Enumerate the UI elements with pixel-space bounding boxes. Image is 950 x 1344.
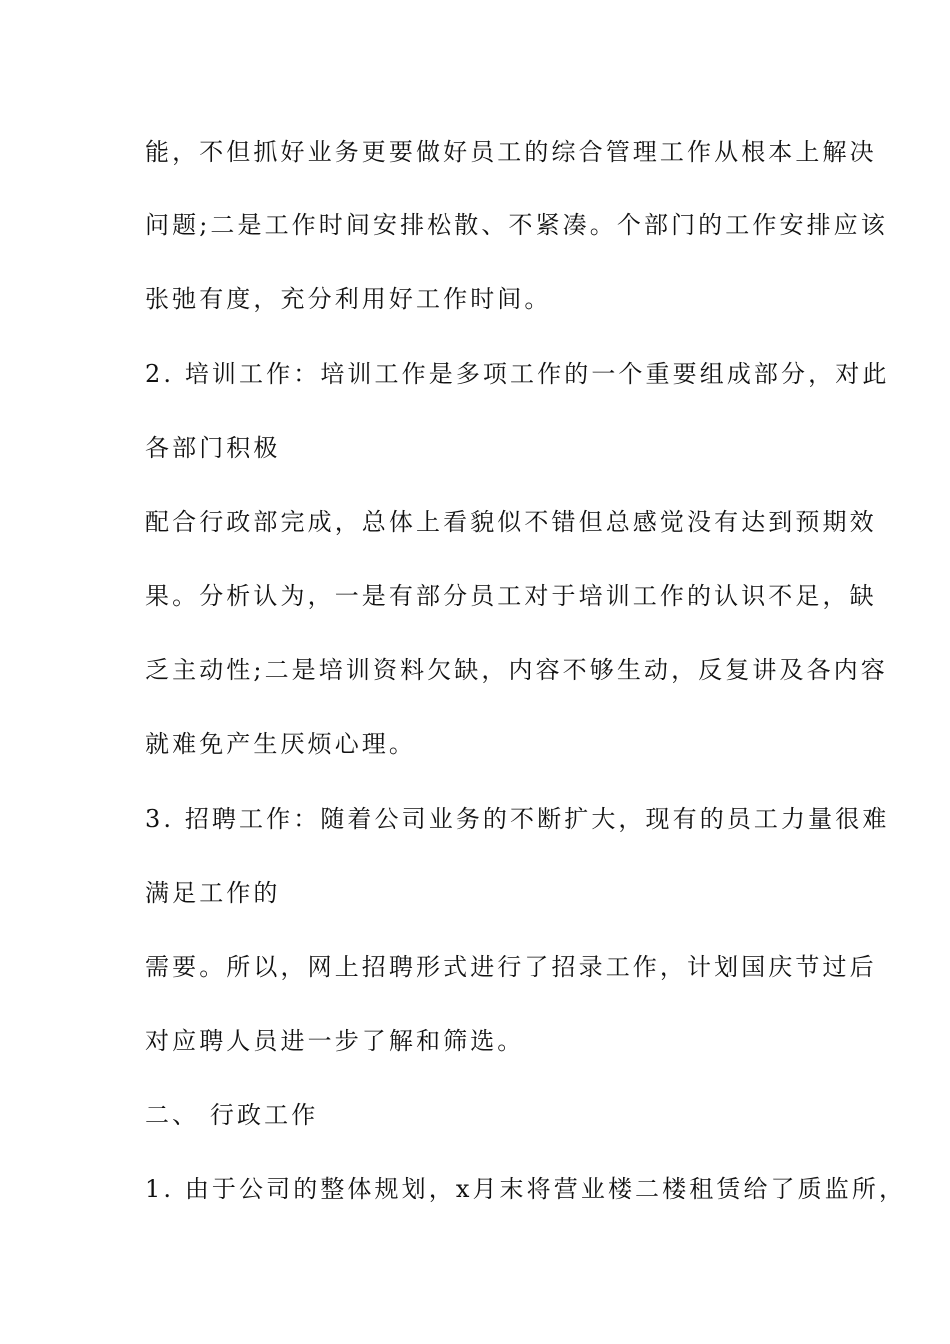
numbered-item-2-line-2: 各部门积极: [145, 434, 281, 462]
paragraph-line-3: 张弛有度，充分利用好工作时间。: [145, 285, 552, 313]
paragraph-line-9: 就难免产生厌烦心理。: [145, 730, 416, 758]
numbered-item-3-line-1: 3. 招聘工作：随着公司业务的不断扩大，现有的员工力量很难: [145, 805, 890, 833]
paragraph-line-13: 对应聘人员进一步了解和筛选。: [145, 1027, 525, 1055]
numbered-item-3-line-2: 满足工作的: [145, 879, 281, 907]
section-heading: 二、 行政工作: [145, 1101, 319, 1129]
paragraph-line-2: 问题;二是工作时间安排松散、不紧凑。个部门的工作安排应该: [145, 211, 888, 239]
numbered-item-1-line-1: 1. 由于公司的整体规划，x月末将营业楼二楼租赁给了质监所，: [145, 1175, 907, 1203]
paragraph-line-6: 配合行政部完成，总体上看貌似不错但总感觉没有达到预期效: [145, 508, 877, 536]
numbered-item-2-line-1: 2. 培训工作：培训工作是多项工作的一个重要组成部分，对此: [145, 360, 890, 388]
paragraph-line-7: 果。分析认为，一是有部分员工对于培训工作的认识不足，缺: [145, 582, 877, 610]
paragraph-line-8: 乏主动性;二是培训资料欠缺，内容不够生动，反复讲及各内容: [145, 656, 888, 684]
paragraph-line-1: 能，不但抓好业务更要做好员工的综合管理工作从根本上解决: [145, 138, 877, 166]
paragraph-line-12: 需要。所以，网上招聘形式进行了招录工作，计划国庆节过后: [145, 953, 877, 981]
